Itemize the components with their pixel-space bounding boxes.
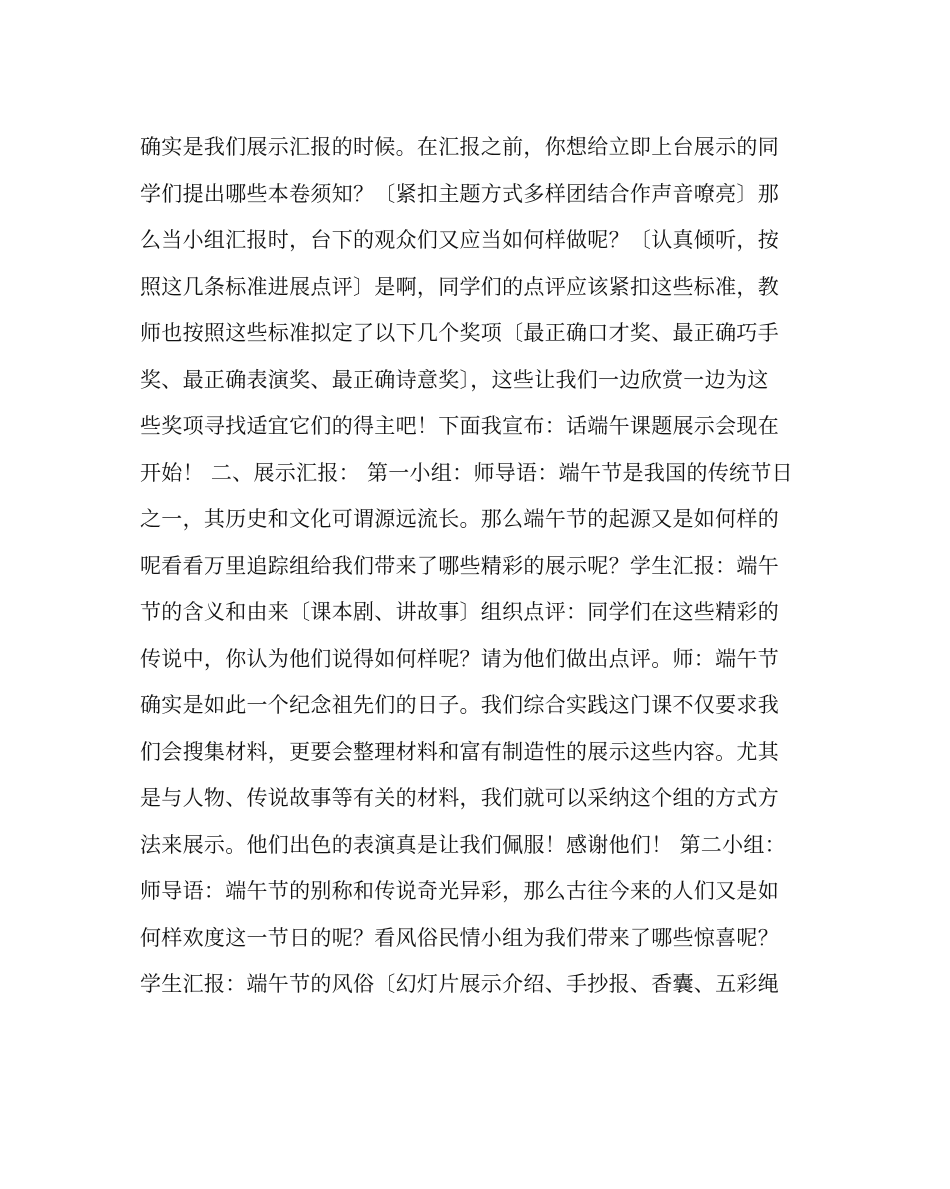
text-line-5: 师也按照这些标准拟定了以下几个奖项〔最正确口才奖、最正确巧手 [140,321,779,345]
text-line-1: 确实是我们展示汇报的时候。在汇报之前，你想给立即上台展示的同 [140,135,779,159]
text-line-7: 些奖项寻找适宜它们的得主吧！下面我宣布：话端午课题展示会现在 [140,414,779,438]
text-line-19: 学生汇报：端午节的风俗〔幻灯片展示介绍、手抄报、香囊、五彩绳 [140,972,779,996]
text-line-12: 传说中，你认为他们说得如何样呢？请为他们做出点评。师：端午节 [140,646,779,671]
text-line-8: 开始！ 二、展示汇报： 第一小组：师导语：端午节是我国的传统节日 [140,460,793,485]
text-line-13: 确实是如此一个纪念祖先们的日子。我们综合实践这门课不仅要求我 [140,693,779,717]
text-line-17: 师导语：端午节的别称和传说奇光异彩，那么古往今来的人们又是如 [140,879,779,903]
text-line-2: 学们提出哪些本卷须知？〔紧扣主题方式多样团结合作声音嘹亮〕那 [140,181,779,206]
text-line-11: 节的含义和由来〔课本剧、讲故事〕组织点评：同学们在这些精彩的 [140,600,779,624]
text-line-10: 呢看看万里追踪组给我们带来了哪些精彩的展示呢？学生汇报：端午 [140,553,779,578]
text-line-16: 法来展示。他们出色的表演真是让我们佩服！感谢他们！ 第二小组： [140,832,786,857]
text-line-9: 之一，其历史和文化可谓源远流长。那么端午节的起源又是如何样的 [140,507,779,531]
text-line-3: 么当小组汇报时，台下的观众们又应当如何样做呢？〔认真倾听，按 [140,228,779,252]
text-line-15: 是与人物、传说故事等有关的材料，我们就可以采纳这个组的方式方 [140,786,779,810]
body-text [140,124,820,1008]
text-line-14: 们会搜集材料，更要会整理材料和富有制造性的展示这些内容。尤其 [140,739,779,764]
text-line-6: 奖、最正确表演奖、最正确诗意奖〕，这些让我们一边欣赏一边为这 [140,367,769,392]
text-line-4: 照这几条标准进展点评〕是啊，同学们的点评应该紧扣这些标准，教 [140,274,779,299]
text-line-18: 何样欢度这一节日的呢？看风俗民情小组为我们带来了哪些惊喜呢？ [140,925,779,950]
